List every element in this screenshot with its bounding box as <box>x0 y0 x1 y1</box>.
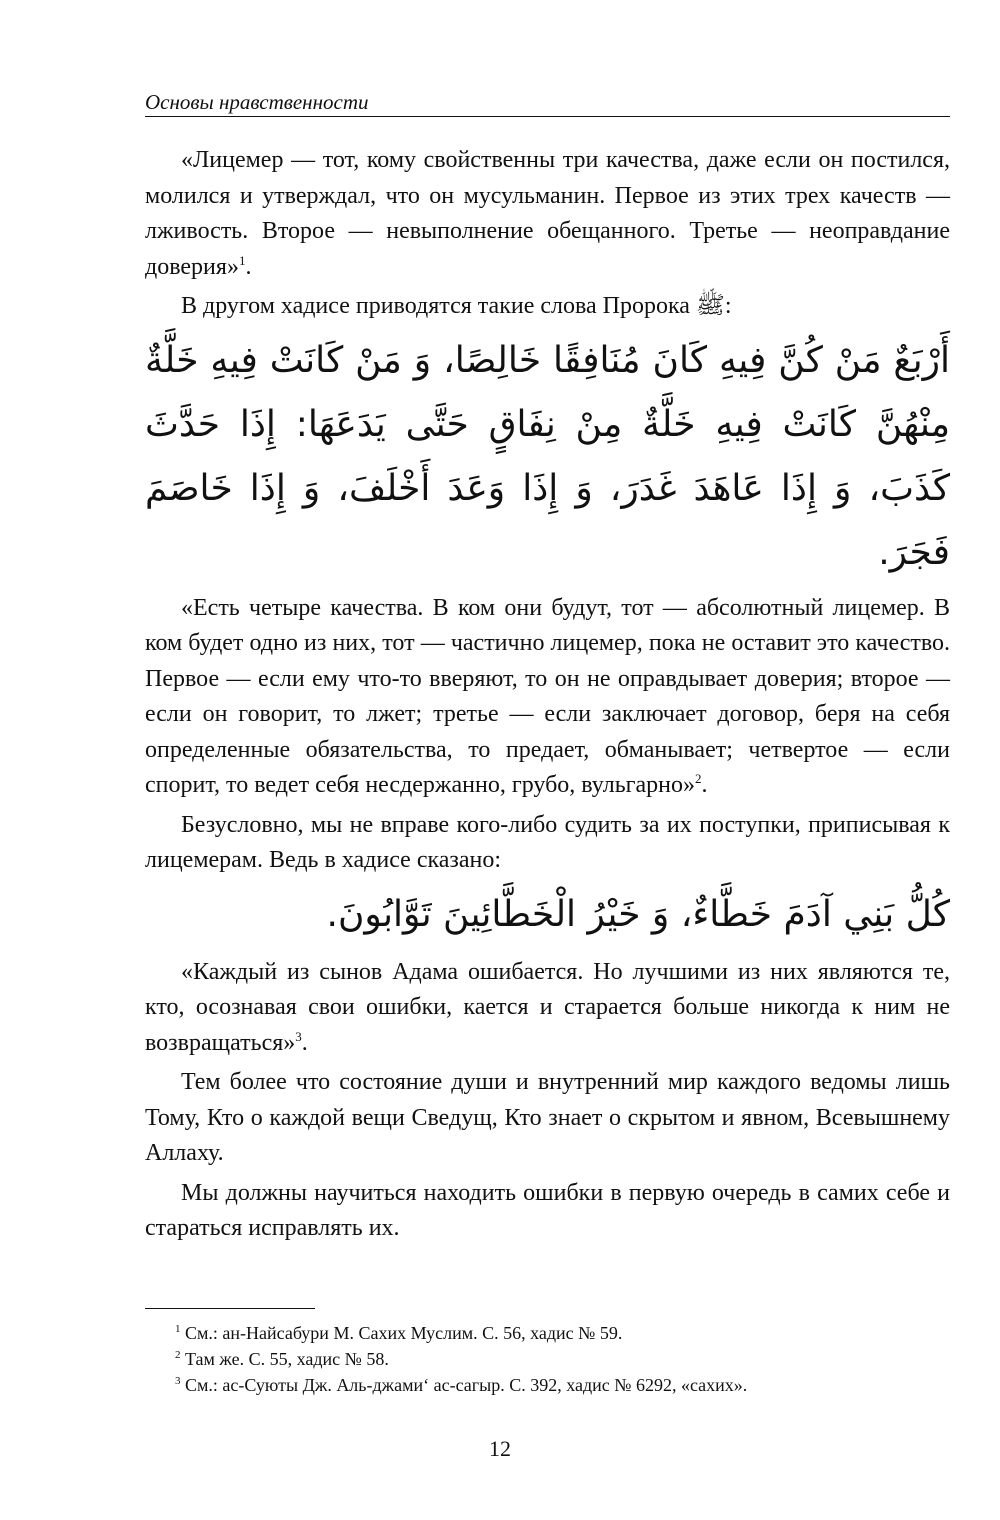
paragraph-3-end: . <box>701 772 708 798</box>
footnote-1 <box>175 1320 955 1346</box>
paragraph-4: Безусловно, мы не вправе кого-либо судить за их поступки, приписывая к лицемерам. Ведь в хадисе сказано: <box>145 811 950 873</box>
footnote-2-number: 2 <box>175 1349 181 1361</box>
footnote-3-text: См.: ас-Суюты Дж. Аль-джами‘ ас-сагыр. С. 392, хадис № 6292, «сахих». <box>185 1375 748 1395</box>
footnote-1-text: См.: ан-Найсабури М. Сахих Муслим. С. 56, хадис № 59. <box>185 1323 623 1343</box>
paragraph-1 <box>145 143 950 285</box>
main-text <box>145 143 950 1251</box>
paragraph-7: Мы должны научиться находить ошибки в первую очередь в самих себе и стараться исправлять их. <box>145 1179 950 1241</box>
paragraph-5 <box>145 955 950 1062</box>
footnote-ref-2[interactable]: 2 <box>695 771 702 786</box>
footnote-2-text: Там же. С. 55, хадис № 58. <box>185 1349 389 1369</box>
footnotes <box>175 1320 955 1398</box>
arabic-hadith-1: أَرْبَعٌ مَنْ كُنَّ فِيهِ كَانَ مُنَافِقًا خَالِصًا، وَ مَنْ كَانَتْ فِيهِ خَلَّةٌ مِنْهُنَّ كَانَتْ فِيهِ خَلَّةٌ مِنْ نِفَاقٍ حَتَّى يَدَعَهَا: إِذَا حَدَّثَ كَذَبَ، وَ إِذَا عَاهَدَ غَدَرَ، وَ إِذَا وَعَدَ أَخْلَفَ، وَ إِذَا خَاصَمَ فَجَرَ. <box>145 339 950 573</box>
footnote-ref-1[interactable]: 1 <box>238 252 246 268</box>
footnote-3 <box>175 1372 955 1398</box>
footnote-rule <box>145 1308 315 1309</box>
footnote-ref-3[interactable]: 3 <box>295 1028 302 1044</box>
running-header: Основы нравственности <box>145 90 369 114</box>
footnote-1-number: 1 <box>175 1323 181 1335</box>
paragraph-1-end: . <box>245 253 252 280</box>
paragraph-1-text: «Лицемер — тот, кому свойственны три качества, даже если он постился, молился и утверждал, что он мусульманин. Первое из этих трех качеств — лживость. Второе — невыполнение обещанного. Третье — неоправдание доверия» <box>145 147 950 280</box>
page-number: 12 <box>489 1436 511 1461</box>
paragraph-5-end: . <box>301 1029 308 1056</box>
paragraph-6: Тем более что состояние души и внутренний мир каждого ведомы лишь Тому, Кто о каждой вещи Сведущ, Кто знает о скрытом и явном, Всевышнему Аллаху. <box>145 1069 950 1166</box>
paragraph-3-text: «Есть четыре качества. В ком они будут, тот — абсолютный лицемер. В ком будет одно из них, тот — частично лицемер, пока не оставит это качество. Первое — если ему что-то вверяют, то он не оправдывает доверия; второе — если он говорит, то лжет; третье — если заключает договор, беря на себя определенные обязательства, то предает, обманывает; четвертое — если спорит, то ведет себя несдержанно, грубо, вульгарно» <box>145 594 950 798</box>
header-rule <box>145 116 950 117</box>
paragraph-2: В другом хадисе приводятся такие слова Пророка ﷺ: <box>181 293 732 319</box>
arabic-hadith-2: كُلُّ بَنِي آدَمَ خَطَّاءٌ، وَ خَيْرُ الْخَطَّائِينَ تَوَّابُونَ. <box>326 893 950 935</box>
paragraph-5-text: «Каждый из сынов Адама ошибается. Но лучшими из них являются те, кто, осознавая свои ошибки, кается и старается больше никогда к ним не возвращаться» <box>145 958 950 1056</box>
paragraph-3 <box>145 591 950 804</box>
footnote-3-number: 3 <box>175 1375 181 1387</box>
footnote-2 <box>175 1346 955 1372</box>
